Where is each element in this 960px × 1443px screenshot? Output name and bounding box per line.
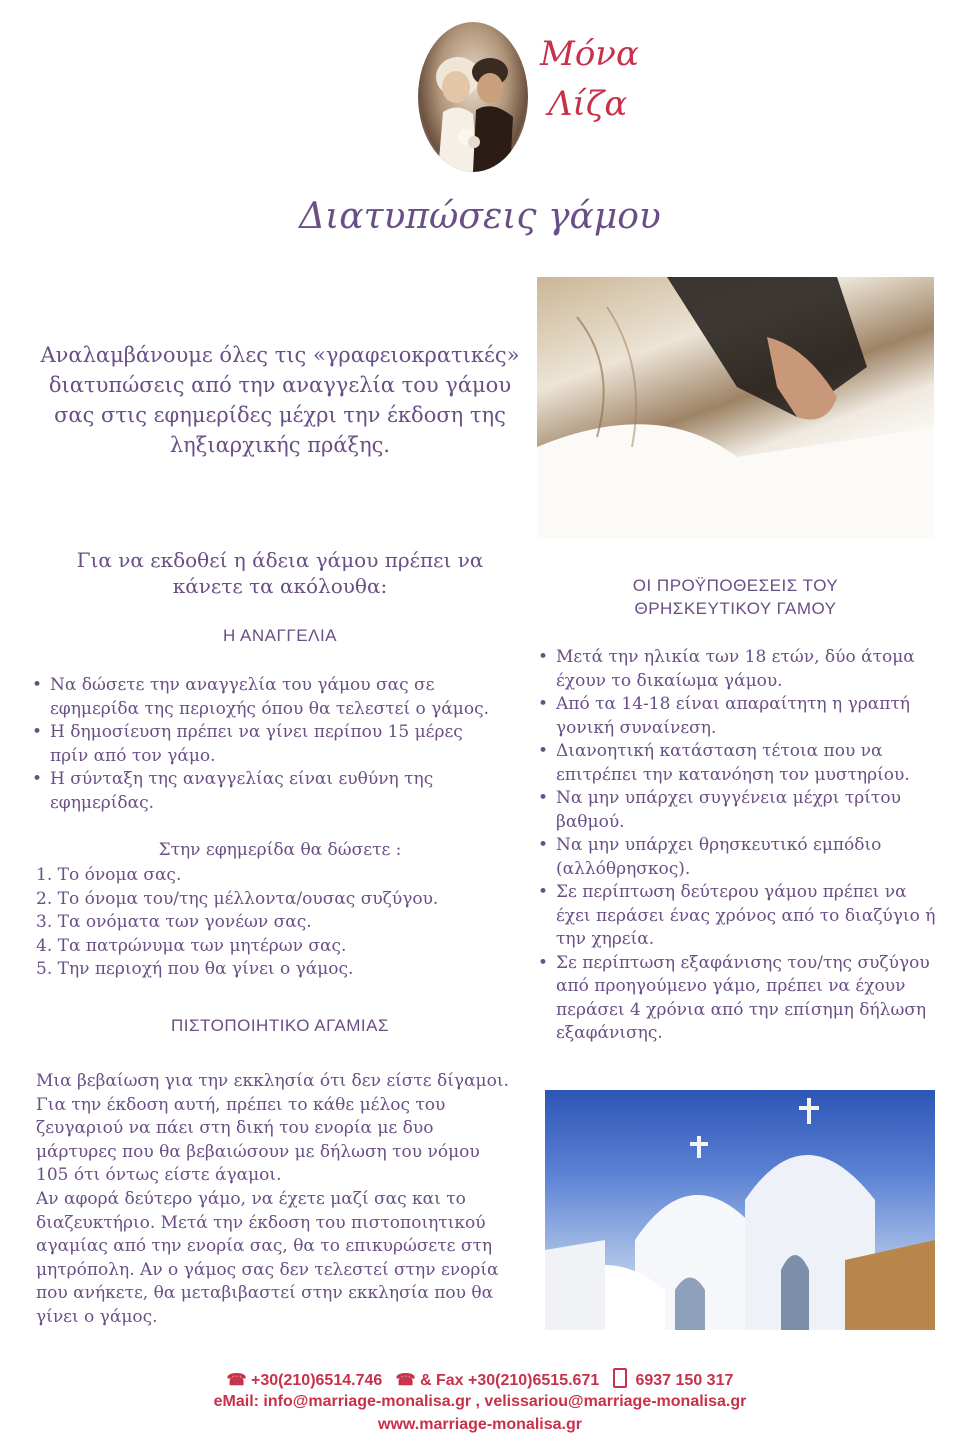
list-item: • Σε περίπτωση εξαφάνισης του/της συζύγου από προηγούμενο γάμο, πρέπει να έχουν περάσει 4 χρόνια από την επίσημη δήλωση εξαφάνισης. — [534, 952, 936, 1046]
list-item: • Να μην υπάρχει θρησκευτικό εμπόδιο (αλλόθρησκος). — [534, 834, 936, 881]
religious-conditions-list — [534, 646, 936, 1046]
certificate-text: Μια βεβαίωση για την εκκλησία ότι δεν είστε δίγαμοι. Για την έκδοση αυτή, πρέπει το κάθε μέλος του ζευγαριού να πάει στη δική του ενορία με δυο μάρτυρες που θα βεβαιώσουν με δήλωση του νόμου 105 ότι όντως είστε άγαμοι. — [36, 1071, 509, 1185]
announcement-list — [28, 674, 498, 815]
list-item: • Η σύνταξη της αναγγελίας είναι ευθύνη της εφημερίδας. — [28, 768, 498, 815]
list-item: 5. Την περιοχή που θα γίνει ο γάμος. — [36, 959, 354, 979]
religious-heading-line2: ΘΡΗΣΚΕΥΤΙΚΟΥ ΓΑΜΟΥ — [634, 599, 837, 618]
fax-number: & Fax +30(210)6515.671 — [420, 1372, 600, 1389]
announcement-heading: Η ΑΝΑΓΓΕΛΙΑ — [223, 626, 337, 645]
list-item: • Να δώσετε την αναγγελία του γάμου σας σε εφημερίδα της περιοχής όπου θα τελεστεί ο γάμος. — [28, 674, 498, 721]
newspaper-items — [36, 864, 516, 982]
mobile-number: 6937 150 317 — [635, 1372, 734, 1389]
newspaper-lead: Στην εφημερίδα θα δώσετε : — [158, 840, 402, 860]
contact-email[interactable]: eMail: info@marriage-monalisa.gr , velissariou@marriage-monalisa.gr — [213, 1393, 747, 1410]
certificate-heading: ΠΙΣΤΟΠΟΙΗΤΙΚΟ ΑΓΑΜΙΑΣ — [171, 1016, 389, 1035]
list-item: 1. Το όνομα σας. — [36, 865, 182, 885]
list-item: • Να μην υπάρχει συγγένεια μέχρι τρίτου βαθμού. — [534, 787, 936, 834]
logo-name-line1: Μόνα — [540, 34, 639, 74]
logo-photo — [418, 22, 528, 172]
page-title: Διατυπώσεις γάμου — [299, 196, 661, 237]
list-item: • Μετά την ηλικία των 18 ετών, δύο άτομα έχουν το δικαίωμα γάμου. — [534, 646, 936, 693]
certificate-text-2: Αν αφορά δεύτερο γάμο, να έχετε μαζί σας και το διαζευκτήριο. Μετά την έκδοση του πιστοποιητικού αγαμίας από την ενορία σας, θα το επικυρώσετε στη μητρόπολη. Αν ο γάμος σας δεν τελεστεί στην ενορία που ανήκετε, θα μεταβιβαστεί στην εκκλησία που θα γίνει ο γάμος. — [36, 1189, 499, 1327]
couple-portrait-image — [418, 22, 528, 172]
list-item: 3. Τα ονόματα των γονέων σας. — [36, 912, 312, 932]
intro-text: Αναλαμβάνουμε όλες τις «γραφειοκρατικές» διατυπώσεις από την αναγγελία του γάμου σας στις εφημερίδες μέχρι την έκδοση της ληξιαρχικής πράξης. — [40, 343, 520, 457]
phone-number: +30(210)6514.746 — [251, 1372, 383, 1389]
wedding-hands-image — [537, 277, 934, 539]
religious-heading — [537, 574, 934, 620]
license-lead-text: Για να εκδοθεί η άδεια γάμου πρέπει να κάνετε τα ακόλουθα: — [76, 548, 484, 598]
mobile-phone-icon — [613, 1368, 627, 1388]
contact-phones — [0, 1368, 960, 1390]
list-item: • Διανοητική κατάσταση τέτοια που να επιτρέπει την κατανόηση τον μυστηρίου. — [534, 740, 936, 787]
phone-icon: ☎ — [226, 1372, 247, 1389]
list-item: • Σε περίπτωση δεύτερου γάμου πρέπει να έχει περάσει ένας χρόνος από το διαζύγιο ή την χηρεία. — [534, 881, 936, 952]
fax-phone-icon: ☎ — [395, 1372, 416, 1389]
religious-heading-line1: ΟΙ ΠΡΟΫΠΟΘΕΣΕΙΣ ΤΟΥ — [632, 576, 839, 595]
church-photo — [545, 1090, 935, 1330]
list-item: • Από τα 14-18 είναι απαραίτητη η γραπτή γονική συναίνεση. — [534, 693, 936, 740]
list-item: 4. Τα πατρώνυμα των μητέρων σας. — [36, 935, 347, 956]
website-link[interactable]: www.marriage-monalisa.gr — [378, 1416, 582, 1433]
logo-name-line2: Λίζα — [548, 84, 628, 124]
wedding-photo — [537, 277, 934, 539]
list-item: 2. Το όνομα του/της μέλλοντα/ουσας συζύγου. — [36, 888, 439, 909]
list-item: • Η δημοσίευση πρέπει να γίνει περίπου 15 μέρες πρίν από τον γάμο. — [28, 721, 498, 768]
white-church-image — [545, 1090, 935, 1330]
